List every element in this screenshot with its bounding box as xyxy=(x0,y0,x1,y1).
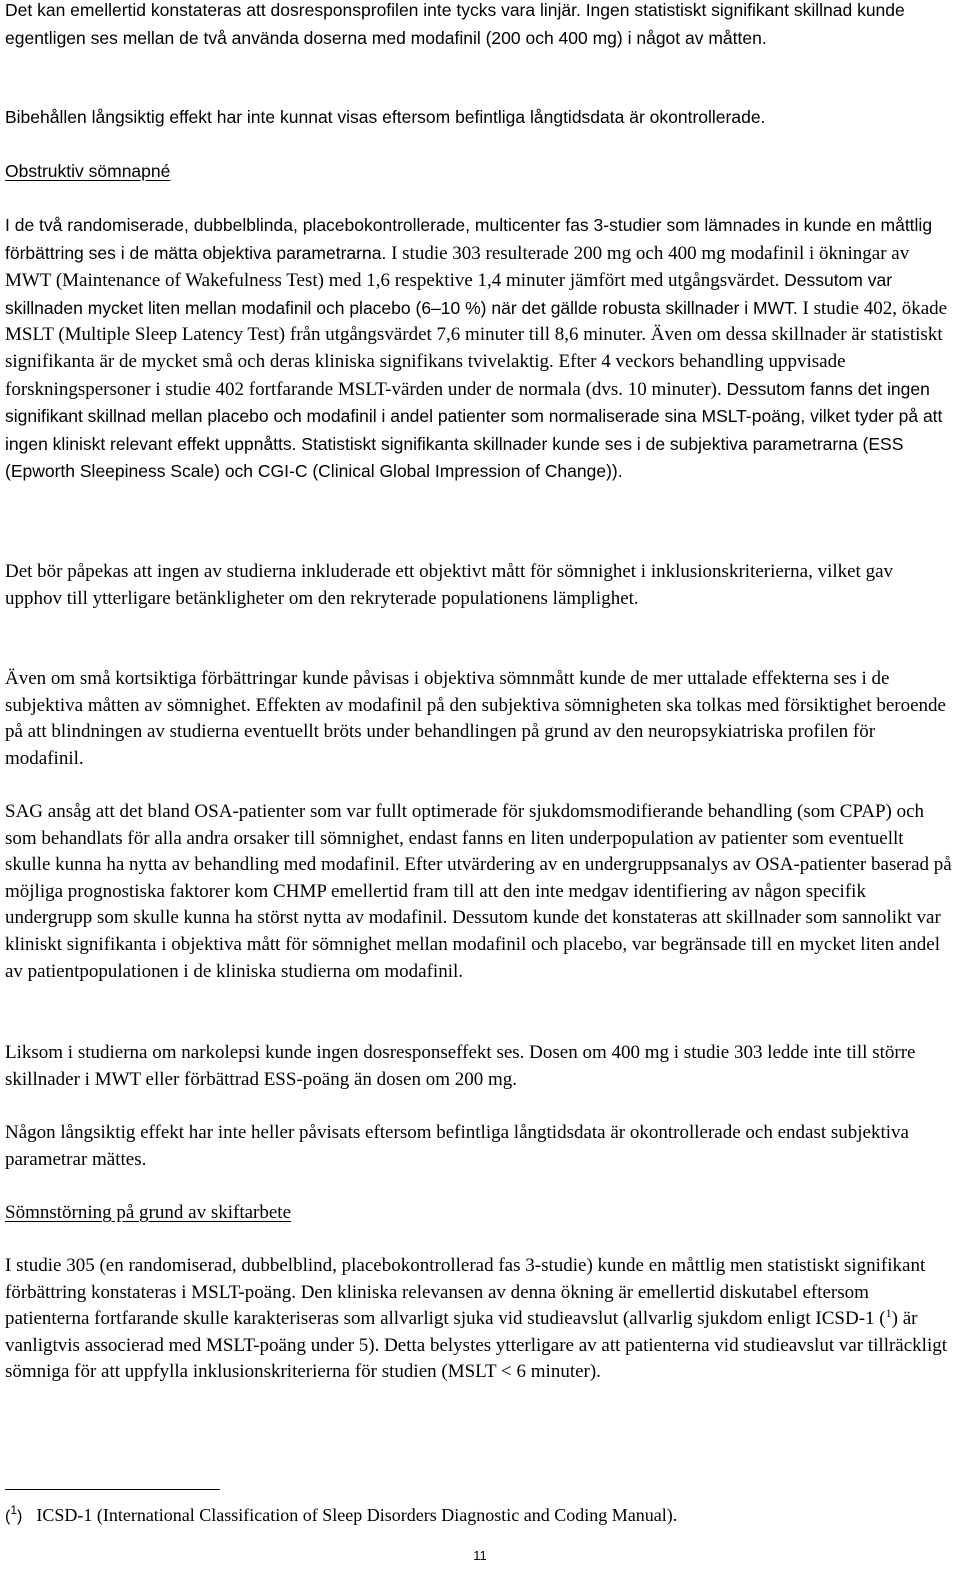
text-no-dose-response: Liksom i studierna om narkolepsi kunde ingen dosresponseffekt ses. Dosen om 400 mg i studie 303 ledde inte till större skillnader i MWT eller förbättrad ESS-poäng än dosen om 200 mg. xyxy=(5,1042,916,1090)
footnote-ref: 1 xyxy=(885,1306,892,1321)
footnote-mark: ($^1$) xyxy=(5,1503,23,1525)
text-dose-response: Det kan emellertid konstateras att dosresponsprofilen inte tycks vara linjär. Ingen statistiskt signifikant skillnad kunde egentligen ses mellan de två använda doserna med modafinil (200 och 400 mg) i något av måtten. xyxy=(5,0,905,48)
paragraph-long-term-effect xyxy=(5,104,953,132)
text-no-long-term-effect: Någon långsiktig effekt har inte heller påvisats eftersom befintliga långtidsdata är okontrollerade och endast subjektiva parametrar mättes. xyxy=(5,1122,909,1170)
text-osa-subjective: Statistiskt signifikanta skillnader kunde ses i de subjektiva parametrarna (ESS (Epworth Sleepiness Scale) och CGI-C (Clinical Global Impression of Change)). xyxy=(5,433,904,482)
text-osa-placebo-diff: Dessutom var skillnaden mycket liten mellan modafinil och placebo (6–10 %) när det gällde robusta skillnader i MWT. xyxy=(5,270,893,318)
paragraph-sag-opinion xyxy=(5,799,953,985)
text-study-305-part1: I studie 305 (en randomiserad, dubbelblind, placebokontrollerad fas 3-studie) kunde en måttlig men statistiskt signifikant förbättring konstateras i MSLT-poäng. Den kliniska relevansen av denna ökning är emellertid diskutabel eftersom patienterna fortfarande skulle karakteriseras som allvarligt sjuka vid studieavslut (allvarlig sjukdom enligt ICSD-1 ( xyxy=(5,1255,926,1330)
text-osa-study-402: I studie 402, ökade MSLT (Multiple Sleep Latency Test) från utgångsvärdet 7,6 minuter till 8,6 minuter. Även om dessa skillnader är statistiskt signifikanta är de mycket små och deras kliniska signifikans tvivelaktig. Efter 4 veckors behandling uppvisade forskningspersoner i studie 402 fortfarande MSLT-värden under de normala (dvs. 10 minuter). xyxy=(5,297,948,400)
paragraph-study-305 xyxy=(5,1253,953,1386)
paragraph-inclusion-criteria xyxy=(5,559,953,612)
paragraph-osa-studies xyxy=(5,212,953,486)
text-inclusion-criteria: Det bör påpekas att ingen av studierna inkluderade ett objektivt mått för sömnighet i inklusionskriterierna, vilket gav upphov till ytterligare betänkligheter om den rekryterade populationens lämplighet. xyxy=(5,561,894,609)
footnote-text: ICSD-1 (International Classification of Sleep Disorders Diagnostic and Coding Manual). xyxy=(36,1505,678,1525)
paragraph-no-long-term-effect xyxy=(5,1120,953,1173)
text-study-305-part2: ) är vanligtvis associerad med MSLT-poäng under 5). Detta belystes ytterligare av att patienterna vid studieavslut var tillräckligt sömniga för att uppfylla inklusionskriterierna för studien (MSLT < 6 minuter). xyxy=(5,1308,948,1383)
text-osa-studies-intro: I de två randomiserade, dubbelblinda, placebokontrollerade, multicenter fas 3-studier som lämnades in kunde en måttlig förbättring ses i de mätta objektiva parametrarna. xyxy=(5,215,933,263)
heading-obstructive-sleep-apnea xyxy=(5,158,953,186)
text-long-term-effect: Bibehållen långsiktig effekt har inte kunnat visas eftersom befintliga långtidsdata är okontrollerade. xyxy=(5,107,766,127)
footnote-divider xyxy=(5,1489,220,1490)
text-sag-opinion: SAG ansåg att det bland OSA-patienter som var fullt optimerade för sjukdomsmodifierande behandling (som CPAP) och som behandlats för alla andra orsaker till sömnighet, endast fanns en liten underpopulation av patienter som eventuellt skulle kunna ha nytta av behandling med modafinil. Efter utvärdering av en undergruppsanalys av OSA-patienter baserad på möjliga prognostiska faktorer kom CHMP emellertid fram till att den inte medgav identifiering av någon specifik undergrupp som skulle kunna ha störst nytta av modafinil. Dessutom kunde det konstateras att skillnader som sannolikt var kliniskt signifikanta i objektiva mått för sömnighet mellan modafinil och placebo, var begränsade till en mycket liten andel av patientpopulationen i de kliniska studierna om modafinil. xyxy=(5,801,952,982)
text-subjective-measures: Även om små kortsiktiga förbättringar kunde påvisas i objektiva sömnmått kunde de mer uttalade effekterna ses i de subjektiva måtten av sömnighet. Effekten av modafinil på den subjektiva sömnigheten ska tolkas med försiktighet beroende på att blindningen av studierna eventuellt bröts under behandlingen på grund av den neuropsykiatriska profilen för modafinil. xyxy=(5,668,946,769)
heading-osa-text: Obstruktiv sömnapné xyxy=(5,161,171,181)
paragraph-dose-response xyxy=(5,0,953,52)
heading-shift-work-disorder xyxy=(5,1200,953,1227)
paragraph-no-dose-response xyxy=(5,1040,953,1093)
heading-shift-work-text: Sömnstörning på grund av skiftarbete xyxy=(5,1202,292,1223)
paragraph-subjective-measures xyxy=(5,666,953,772)
page-number: 11 xyxy=(473,1548,487,1563)
text-osa-normalized: Dessutom fanns det ingen signifikant skillnad mellan placebo och modafinil i andel patienter som normaliserade sina MSLT-poäng, vilket tyder på att ingen kliniskt relevant effekt uppnåtts. xyxy=(5,378,943,454)
text-osa-study-303: I studie 303 resulterade 200 mg och 400 mg modafinil i ökningar av MWT (Maintenance of Wakefulness Test) med 1,6 respektive 1,4 minuter jämfört med utgångsvärdet. xyxy=(5,242,910,292)
footnote xyxy=(5,1502,953,1530)
